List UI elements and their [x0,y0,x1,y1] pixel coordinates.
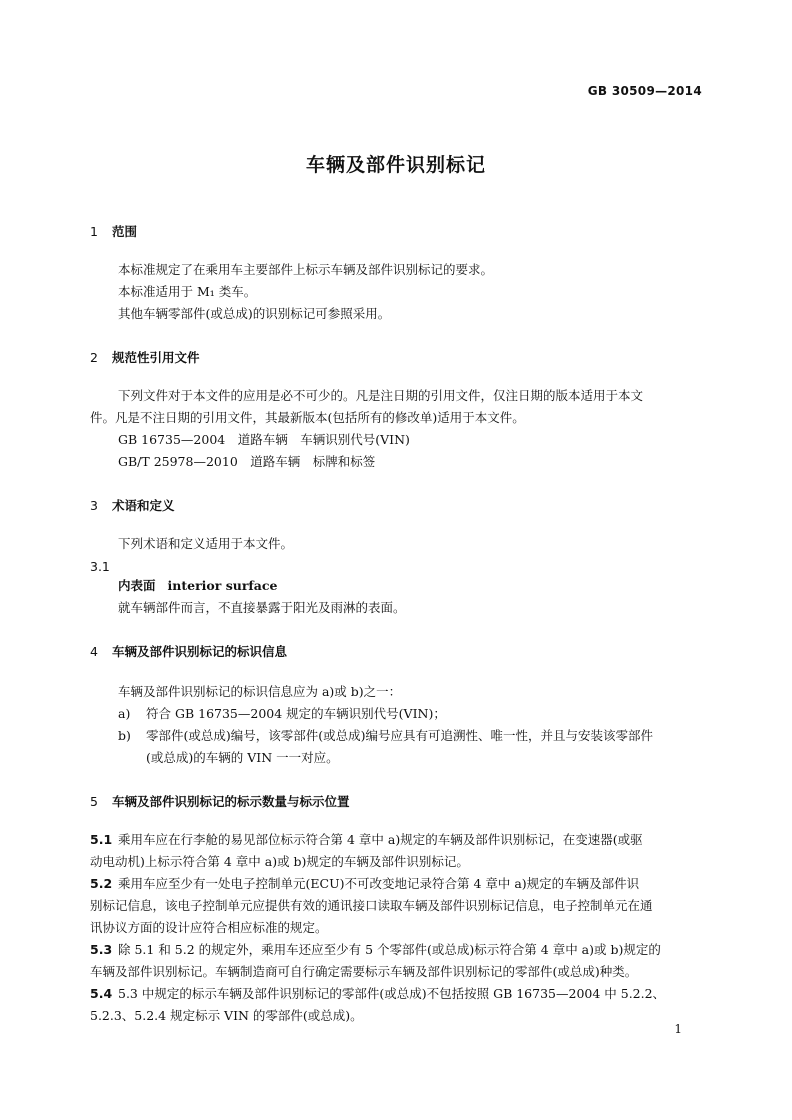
clause-text-continued: 车辆及部件识别标记。车辆制造商可自行确定需要标示车辆及部件识别标记的零部件(或总成)种类。 [90,964,638,979]
clause-5-3 [90,939,661,961]
page-number: 1 [674,1022,682,1036]
clause-number: 5.3 [90,942,113,957]
reference-item: GB 16735—2004 道路车辆 车辆识别代号(VIN) [118,432,410,447]
section-3-heading [90,496,175,514]
list-marker: a) [118,706,131,721]
clause-text-continued: 别标记信息，该电子控制单元应提供有效的通讯接口读取车辆及部件识别标记信息，电子控制单元在通 [90,898,653,913]
list-item-b [118,725,653,747]
term-english: interior surface [167,578,278,593]
section-4-heading [90,642,287,660]
clause-text-continued: 讯协议方面的设计应符合相应标准的规定。 [90,920,328,935]
paragraph: 下列术语和定义适用于本文件。 [118,536,294,551]
clause-text: 5.3 中规定的标示车辆及部件识别标记的零部件(或总成)不包括按照 GB 16735—2004 中 5.2.2、 [118,986,666,1001]
list-text-continued: (或总成)的车辆的 VIN 一一对应。 [146,750,339,765]
paragraph: 件。凡是不注日期的引用文件，其最新版本(包括所有的修改单)适用于本文件。 [90,410,525,425]
clause-number: 5.1 [90,832,113,847]
term-definition: 就车辆部件而言，不直接暴露于阳光及雨淋的表面。 [118,600,406,615]
list-text: 符合 GB 16735—2004 规定的车辆识别代号(VIN)； [146,706,446,721]
clause-text-continued: 动电动机)上标示符合第 4 章中 a)或 b)规定的车辆及部件识别标记。 [90,854,469,869]
subclause-number: 3.1 [90,559,110,574]
clause-text: 乘用车应在行李舱的易见部位标示符合第 4 章中 a)规定的车辆及部件识别标记，在变速器(或驱 [118,832,643,847]
list-text: 零部件(或总成)编号，该零部件(或总成)编号应具有可追溯性、唯一性，并且与安装该零部件 [146,728,654,743]
standard-number: GB 30509—2014 [587,84,702,98]
clause-text: 除 5.1 和 5.2 的规定外，乘用车还应至少有 5 个零部件(或总成)标示符合第 4 章中 a)或 b)规定的 [118,942,661,957]
section-2-heading [90,348,200,366]
section-1-heading [90,222,137,240]
section-title: 规范性引用文件 [112,350,200,365]
paragraph: 其他车辆零部件(或总成)的识别标记可参照采用。 [118,306,391,321]
clause-5-4 [90,983,665,1005]
paragraph: 下列文件对于本文件的应用是必不可少的。凡是注日期的引用文件，仅注日期的版本适用于本文 [118,388,644,403]
paragraph: 本标准适用于 M₁ 类车。 [118,284,257,299]
clause-number: 5.4 [90,986,113,1001]
section-number: 2 [90,350,98,365]
term-entry [118,575,277,597]
paragraph: 车辆及部件识别标记的标识信息应为 a)或 b)之一： [118,684,402,699]
list-item-a [118,703,446,725]
section-title: 车辆及部件识别标记的标示数量与标示位置 [112,794,350,809]
section-number: 1 [90,224,98,239]
clause-text: 乘用车应至少有一处电子控制单元(ECU)不可改变地记录符合第 4 章中 a)规定的车辆及部件识 [118,876,640,891]
clause-text-continued: 5.2.3、5.2.4 规定标示 VIN 的零部件(或总成)。 [90,1008,363,1023]
document-title: 车辆及部件识别标记 [305,154,486,176]
section-number: 4 [90,644,98,659]
list-marker: b) [118,728,131,743]
paragraph: 本标准规定了在乘用车主要部件上标示车辆及部件识别标记的要求。 [118,262,494,277]
clause-number: 5.2 [90,876,113,891]
reference-item: GB/T 25978—2010 道路车辆 标牌和标签 [118,454,376,469]
term-chinese: 内表面 [118,578,156,593]
section-number: 3 [90,498,98,513]
section-number: 5 [90,794,98,809]
clause-5-2 [90,873,639,895]
clause-5-1 [90,829,643,851]
section-title: 车辆及部件识别标记的标识信息 [112,644,288,659]
section-title: 范围 [112,224,138,239]
section-title: 术语和定义 [112,498,175,513]
section-5-heading [90,792,350,810]
